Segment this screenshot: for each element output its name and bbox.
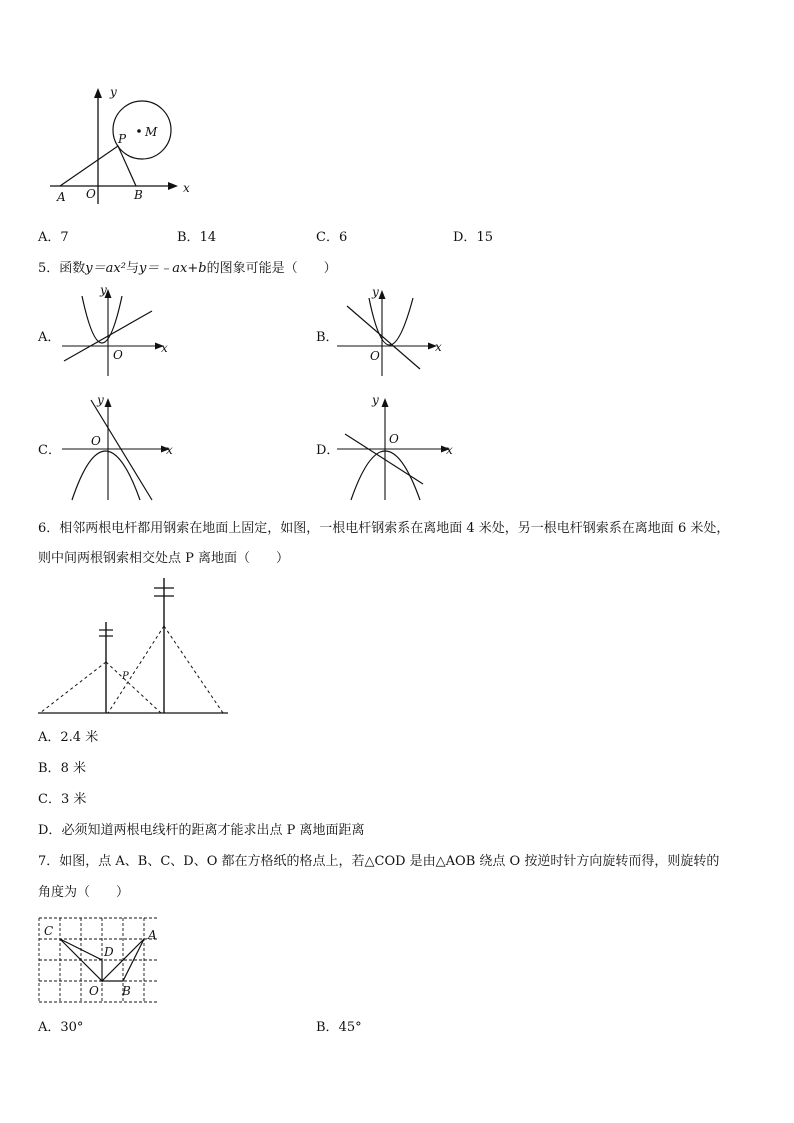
q7-stem-line2: 角度为（ ） [38, 885, 130, 900]
q7-option-a[interactable]: A．30° [38, 1020, 84, 1035]
q5-graph-a[interactable] [60, 284, 180, 379]
svg-text:O: O [370, 349, 380, 363]
q4-label-p: P [118, 132, 127, 146]
q5-graph-d[interactable] [335, 392, 460, 502]
q6-figure [36, 574, 236, 719]
svg-text:x: x [435, 340, 442, 354]
q4-x-arrow [168, 182, 178, 190]
q5-graph-c[interactable] [60, 392, 180, 502]
q6-option-b[interactable]: B．8 米 [38, 761, 86, 776]
q5-option-b-label[interactable]: B． [316, 330, 339, 345]
q4-label-x: x [183, 181, 190, 195]
svg-text:O: O [89, 984, 99, 998]
q4-option-c[interactable]: C．6 [316, 230, 348, 245]
q6-stem-line1: 6．相邻两根电杆都用钢索在地面上固定，如图，一根电杆钢索系在离地面 4 米处，另一根电杆钢索系在离地面 6 米处， [38, 521, 730, 536]
svg-text:x: x [446, 443, 453, 457]
q7-figure [36, 913, 166, 1008]
svg-text:y: y [97, 393, 104, 407]
q5-graph-b[interactable] [335, 284, 455, 379]
svg-text:x: x [161, 341, 168, 355]
svg-text:y: y [372, 285, 379, 299]
svg-text:B: B [122, 984, 131, 998]
svg-text:y: y [372, 393, 379, 407]
q6-option-d[interactable]: D．必须知道两根电线杆的距离才能求出点 P 离地面距离 [38, 823, 365, 838]
q4-label-b: B [134, 188, 143, 202]
q5-option-c-label[interactable]: C． [38, 443, 61, 458]
q4-circle-m [113, 101, 171, 159]
q4-option-b[interactable]: B．14 [177, 230, 217, 245]
svg-text:D: D [104, 945, 114, 959]
q4-option-a[interactable]: A．7 [38, 230, 69, 245]
svg-text:O: O [113, 348, 123, 362]
q6-stem-line2: 则中间两根钢索相交处点 P 离地面（ ） [38, 551, 290, 566]
svg-text:A: A [148, 928, 157, 942]
svg-text:y: y [100, 283, 107, 297]
q6-label-p: P [122, 671, 129, 682]
q4-label-y: y [110, 85, 117, 99]
q4-center-m [137, 129, 141, 133]
q4-option-d[interactable]: D．15 [453, 230, 493, 245]
q4-figure [40, 84, 200, 209]
q7-stem-line1: 7．如图，点 A、B、C、D、O 都在方格纸的格点上，若△COD 是由△AOB 绕点 O 按逆时针方向旋转而得，则旋转的 [38, 854, 720, 869]
svg-text:O: O [389, 432, 399, 446]
q4-label-m: M [145, 125, 158, 139]
q7-option-b[interactable]: B．45° [316, 1020, 362, 1035]
q4-label-a: A [57, 190, 66, 204]
q6-option-c[interactable]: C．3 米 [38, 792, 87, 807]
q4-label-o: O [86, 187, 96, 201]
svg-text:O: O [91, 434, 101, 448]
q6-option-a[interactable]: A．2.4 米 [38, 730, 99, 745]
q4-y-arrow [94, 88, 102, 98]
svg-text:x: x [166, 443, 173, 457]
svg-text:C: C [44, 924, 54, 938]
q5-option-a-label[interactable]: A． [38, 330, 61, 345]
q5-stem: 5．函数y＝ax²与y＝﹣ax+b的图象可能是（ ） [38, 261, 337, 276]
q5-option-d-label[interactable]: D． [316, 443, 340, 458]
